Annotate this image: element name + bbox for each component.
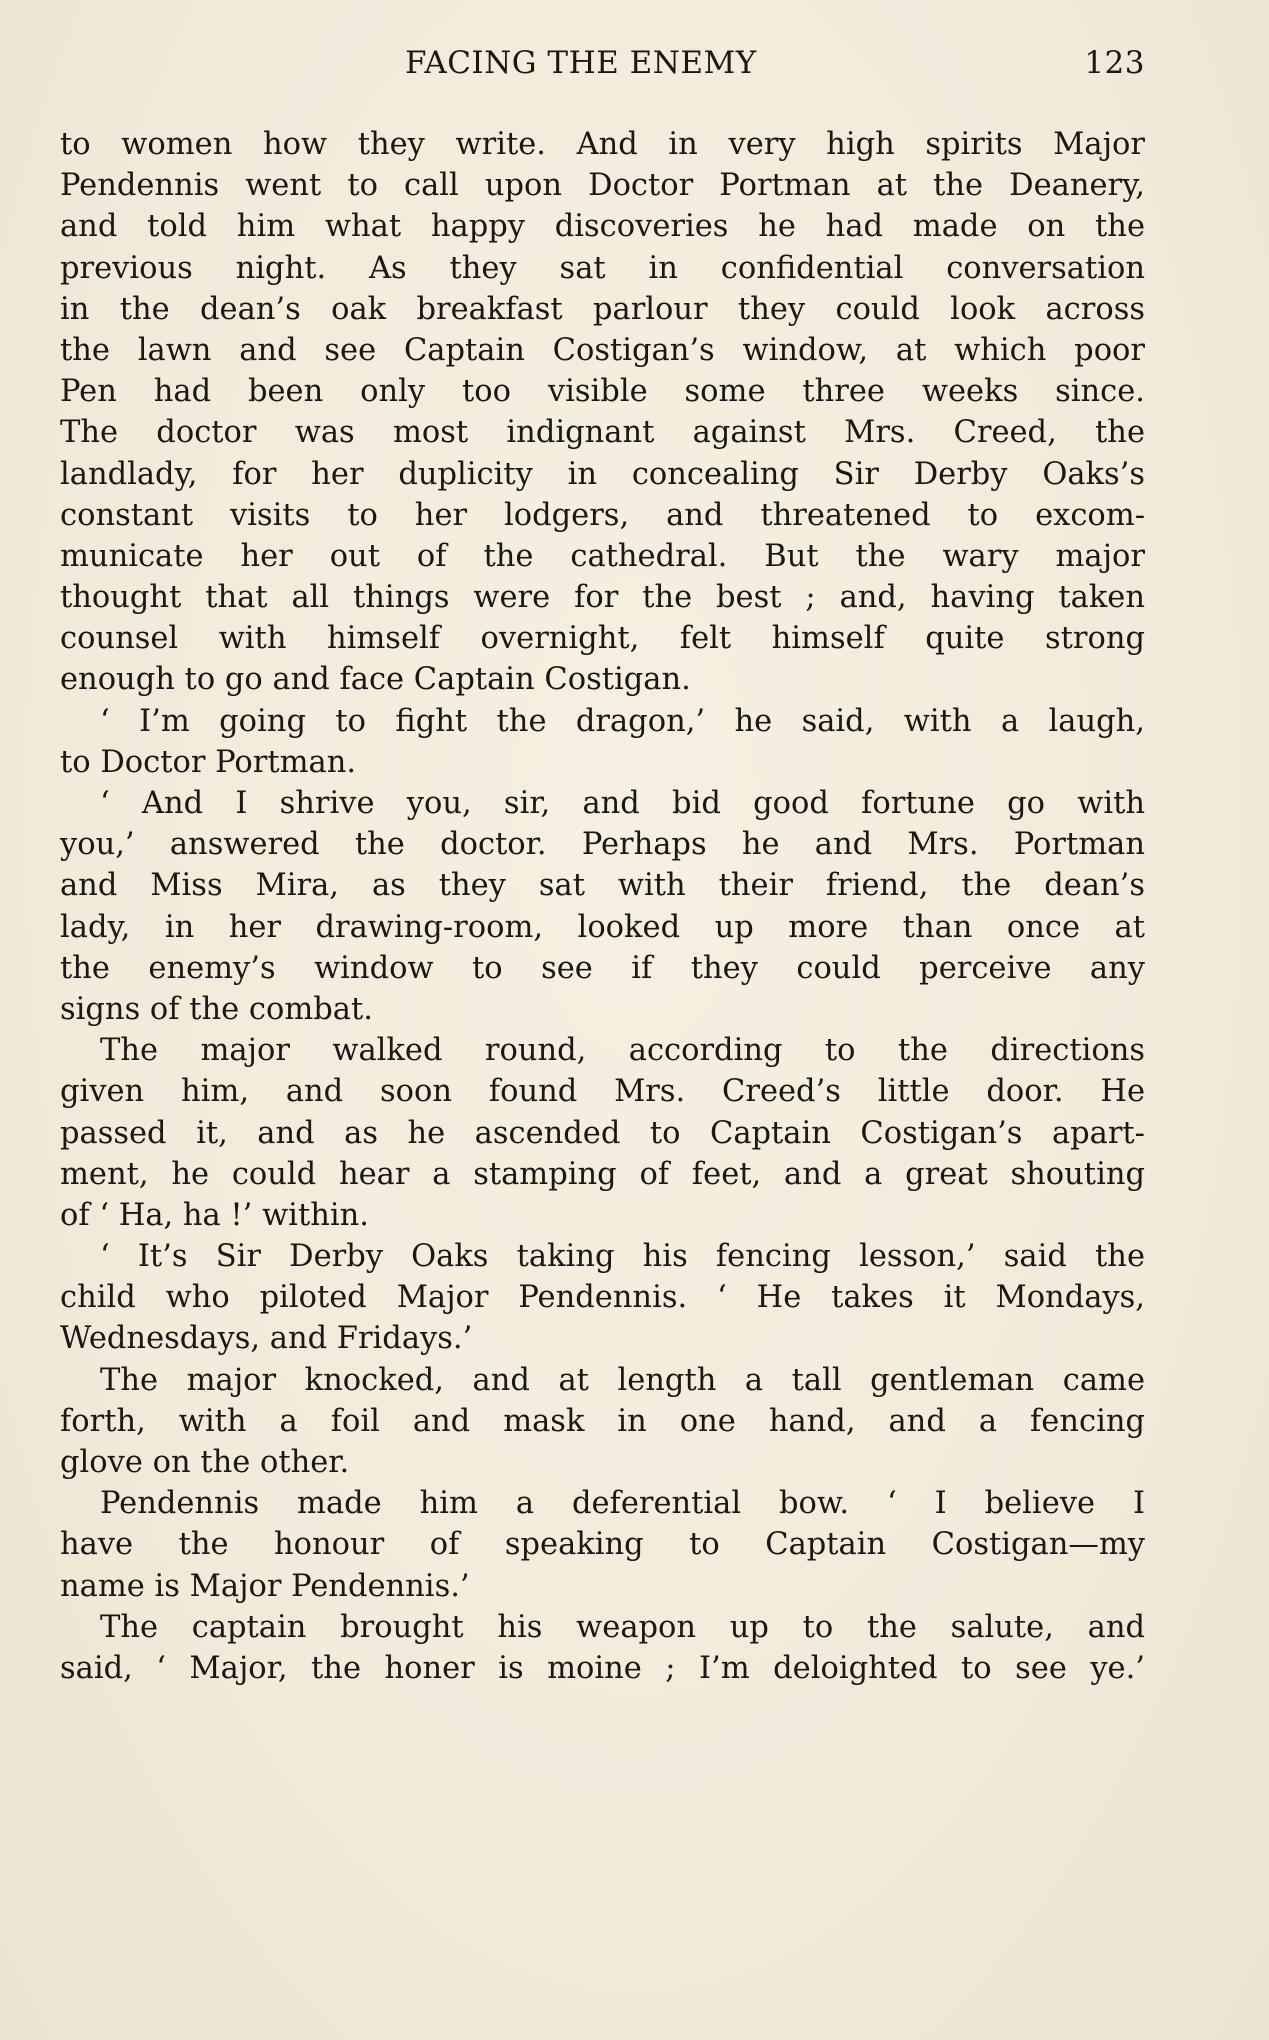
running-head	[60, 45, 1145, 89]
text-line: ‘ I’m going to fight the dragon,’ he said, with a laugh,	[100, 703, 1145, 739]
page-number: 123	[1084, 45, 1145, 81]
text-line: ‘ And I shrive you, sir, and bid good fortune go with	[100, 786, 1145, 821]
text-line: said, ‘ Major, the honer is moine ; I’m deloighted to see ye.’	[60, 1650, 1145, 1686]
text-line: landlady, for her duplicity in concealing Sir Derby Oaks’s	[60, 456, 1145, 492]
text-line: Pendennis made him a deferential bow. ‘ I believe I	[100, 1486, 1145, 1522]
chapter-title: FACING THE ENEMY	[405, 45, 757, 81]
text-line: glove on the other.	[60, 1445, 350, 1480]
text-line: and told him what happy discoveries he had made on the	[60, 209, 1145, 245]
text-line: Pendennis went to call upon Doctor Portman at the Deanery,	[60, 168, 1145, 204]
text-line: the enemy’s window to see if they could perceive any	[60, 950, 1145, 986]
text-line: of ‘ Ha, ha !’ within.	[60, 1197, 369, 1233]
text-line: have the honour of speaking to Captain Costigan—my	[60, 1527, 1145, 1563]
text-line: The captain brought his weapon up to the salute, and	[100, 1609, 1145, 1645]
text-line: Pen had been only too visible some three weeks since.	[60, 374, 1145, 410]
text-line: municate her out of the cathedral. But the wary major	[60, 538, 1145, 574]
text-line: lady, in her drawing-room, looked up more than once at	[60, 909, 1145, 945]
text-line: forth, with a foil and mask in one hand, and a fencing	[60, 1403, 1145, 1439]
text-line: you,’ answered the doctor. Perhaps he and Mrs. Portman	[60, 827, 1145, 863]
text-line: in the dean’s oak breakfast parlour they could look across	[60, 291, 1145, 327]
text-line: name is Major Pendennis.’	[60, 1568, 470, 1604]
text-line: counsel with himself overnight, felt himself quite strong	[60, 621, 1145, 657]
text-line: The major walked round, according to the directions	[100, 1033, 1145, 1069]
text-line: previous night. As they sat in confidential conversation	[60, 250, 1145, 286]
body-text	[60, 124, 1145, 1689]
text-line: and Miss Mira, as they sat with their friend, the dean’s	[60, 868, 1145, 904]
text-line: the lawn and see Captain Costigan’s window, at which poor	[60, 332, 1145, 368]
text-line: constant visits to her lodgers, and threatened to excom-	[60, 497, 1145, 533]
text-line: to women how they write. And in very high spirits Major	[60, 127, 1145, 162]
text-line: The doctor was most indignant against Mrs. Creed, the	[60, 415, 1145, 451]
text-line: given him, and soon found Mrs. Creed’s little door. He	[60, 1074, 1145, 1110]
text-line: enough to go and face Captain Costigan.	[60, 662, 691, 698]
text-line: to Doctor Portman.	[60, 744, 357, 780]
text-line: signs of the combat.	[60, 991, 373, 1027]
text-line: Wednesdays, and Fridays.’	[60, 1321, 473, 1357]
text-line: passed it, and as he ascended to Captain Costigan’s apart-	[60, 1115, 1145, 1151]
text-line: thought that all things were for the best ; and, having taken	[60, 580, 1145, 616]
text-line: child who piloted Major Pendennis. ‘ He takes it Mondays,	[60, 1280, 1145, 1316]
text-line: ‘ It’s Sir Derby Oaks taking his fencing lesson,’ said the	[100, 1239, 1145, 1275]
text-line: The major knocked, and at length a tall gentleman came	[100, 1362, 1145, 1398]
text-line: ment, he could hear a stamping of feet, and a great shouting	[60, 1156, 1145, 1192]
